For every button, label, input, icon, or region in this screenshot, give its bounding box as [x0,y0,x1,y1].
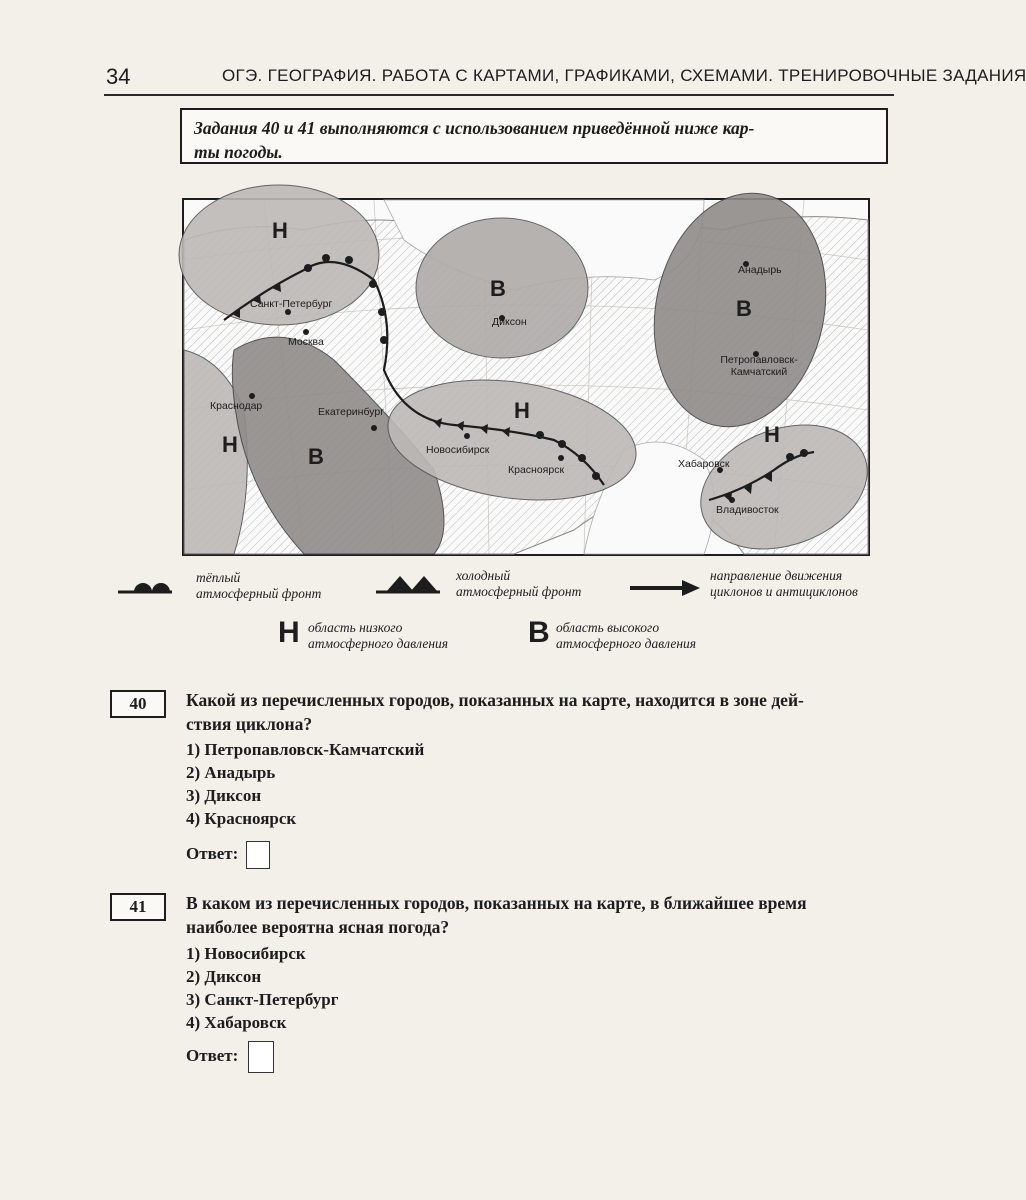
legend-high-pressure [556,620,696,652]
question-40-option-4[interactable]: 4) Красноярск [186,809,297,828]
city-label-krasnoyarsk: Красноярск [508,464,565,476]
legend-high-line2: атмосферного давления [556,636,697,651]
city-label-petropavlovsk [704,354,814,378]
pressure-letter-high-far-east: В [736,296,752,321]
question-41-text [186,891,807,939]
city-label-khabarovsk: Хабаровск [678,458,730,470]
legend-direction-line2: циклонов и антициклонов [710,584,858,599]
legend-low-letter: Н [278,616,300,649]
city-label-moscow: Москва [288,336,324,348]
question-41-text-line2: наиболее вероятна ясная погода? [186,917,450,937]
legend-cold-front-line1: холодный [456,568,511,583]
question-40-answer-field[interactable] [246,841,270,869]
weather-map [182,198,870,556]
city-label-dikson: Диксон [492,316,527,328]
legend-direction-line1: направление движения [710,568,843,583]
city-label-petropavlovsk-2: Камчатский [730,366,788,378]
header-divider [104,94,894,96]
legend-low-line2: атмосферного давления [308,636,449,651]
question-41-answer-field[interactable] [248,1041,274,1073]
page-number: 34 [106,64,131,89]
legend-high-line1: область высокого [556,620,660,635]
question-41-text-line1: В каком из перечисленных городов, показанных на карте, в ближайшее время [186,893,807,913]
task-intro-box [180,108,888,164]
question-41-option-2[interactable]: 2) Диксон [186,967,262,986]
question-40-option-2[interactable]: 2) Анадырь [186,763,276,782]
question-41-option-3[interactable]: 3) Санкт-Петербург [186,990,339,1009]
question-40-text-line2: ствия циклона? [186,714,313,734]
question-40-options [186,738,424,830]
city-label-novosibirsk: Новосибирск [426,444,490,456]
task-intro-line-1: Задания 40 и 41 выполняются с использованием приведённой ниже кар- [194,118,755,138]
pressure-letter-low-siberia: Н [514,398,530,423]
city-label-petropavlovsk-1: Петропавловск- [720,354,798,366]
pressure-letter-high-south: В [308,444,324,469]
legend-cold-front [456,568,581,600]
legend-cold-front-line2: атмосферный фронт [456,584,582,599]
legend-warm-front-line1: тёплый [196,570,241,585]
question-40-text [186,688,804,736]
question-41-number: 41 [110,893,166,921]
question-40-option-1[interactable]: 1) Петропавловск-Камчатский [186,740,425,759]
legend-low-line1: область низкого [308,620,403,635]
city-label-anadyr: Анадырь [738,264,782,276]
city-label-krasnodar: Краснодар [210,400,263,412]
map-legend [110,562,900,654]
pressure-letter-low-northwest: Н [272,218,288,243]
question-41-option-4[interactable]: 4) Хабаровск [186,1013,287,1032]
city-label-vladivostok: Владивосток [716,504,779,516]
running-title: ОГЭ. ГЕОГРАФИЯ. РАБОТА С КАРТАМИ, ГРАФИКАМИ, СХЕМАМИ. ТРЕНИРОВОЧНЫЕ ЗАДАНИЯ [222,66,1026,85]
legend-direction [710,568,858,600]
question-40-number: 40 [110,690,166,718]
legend-low-pressure [308,620,448,652]
task-intro-line-2: ты погоды. [194,142,283,162]
city-label-ekaterinburg: Екатеринбург [318,406,385,418]
question-41-options [186,942,338,1034]
question-40-text-line1: Какой из перечисленных городов, показанных на карте, находится в зоне дей- [186,690,804,710]
question-40-option-3[interactable]: 3) Диксон [186,786,262,805]
question-40-answer-label: Ответ: [186,844,239,863]
legend-warm-front-line2: атмосферный фронт [196,586,322,601]
city-label-spb: Санкт-Петербург [250,298,333,310]
question-41-option-1[interactable]: 1) Новосибирск [186,944,306,963]
legend-warm-front [196,570,321,602]
pressure-letter-low-west: Н [222,432,238,457]
legend-high-letter: В [528,616,550,649]
pressure-letter-high-dikson: В [490,276,506,301]
pressure-letter-low-khabarovsk: Н [764,422,780,447]
question-41-answer-label: Ответ: [186,1046,239,1065]
